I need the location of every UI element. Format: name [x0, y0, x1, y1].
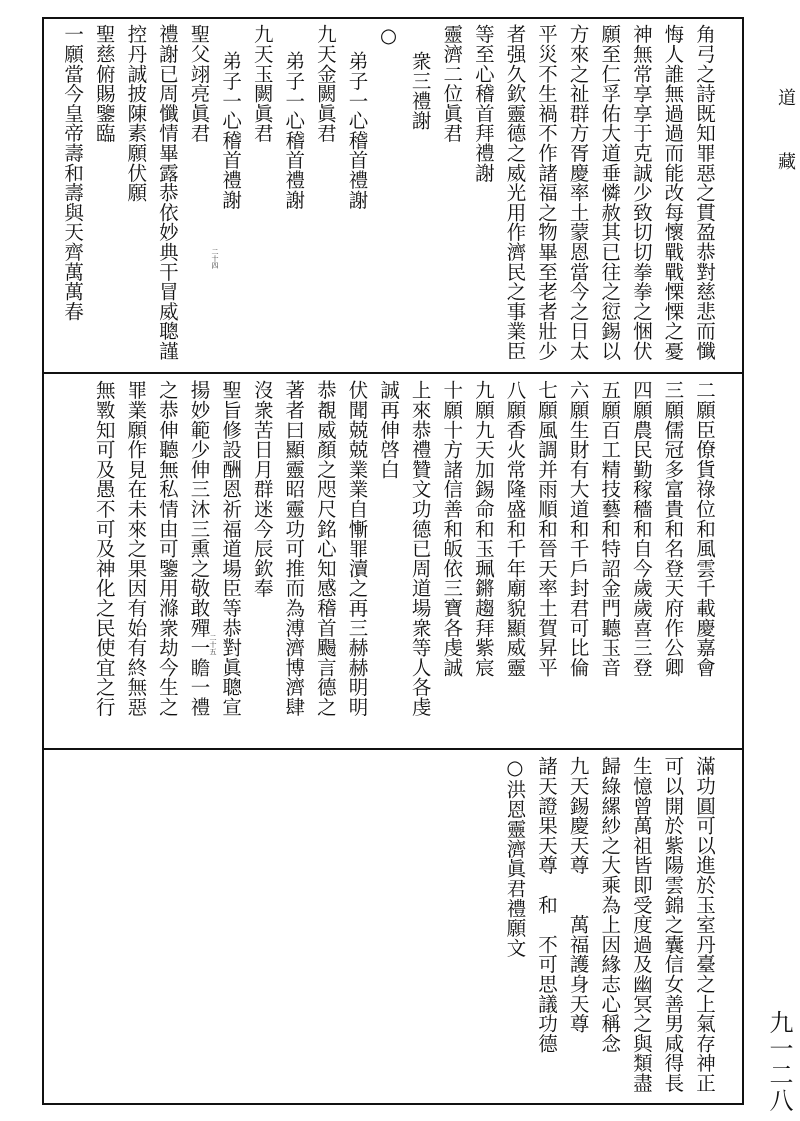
text-column: 十願十方諸信善和皈依三寶各虔誠: [440, 380, 464, 677]
text-column: 靈濟二位眞君: [440, 24, 464, 143]
text-column: 恭覩威顏之咫尺銘心知感稽首颺言德之: [313, 380, 337, 717]
text-column: 平災不生禍不作諸福之物畢至老者壯少: [535, 24, 559, 361]
text-section-bottom: [50, 756, 720, 1101]
text-column: 弟子一心稽首禮謝: [219, 51, 243, 210]
text-column: 一願當今皇帝壽和壽與天齊萬萬春: [61, 24, 85, 321]
text-column: 歸綠縲紗之大乘為上因緣志心稱念: [598, 756, 622, 1053]
text-column: 方來之祉群方胥慶率土蒙恩當今之日太: [566, 24, 590, 361]
text-column: 弟子一心稽首禮謝: [345, 51, 369, 210]
text-column: 弟子一心稽首禮謝: [282, 51, 306, 210]
text-column: 揚妙範少伸三沐三熏之敬敢殫一瞻一禮: [187, 380, 211, 717]
text-column: 罪業願作見在未來之果因有始有終無惡: [124, 380, 148, 717]
text-column: 九天錫慶天尊 萬福護身天尊: [566, 756, 590, 1034]
folio-middle: 二十五: [209, 634, 217, 655]
page-number: 九一二八: [765, 1010, 793, 1114]
text-column: 九願九天加錫命和玉珮鏘趨拜紫宸: [471, 380, 495, 677]
text-column: 之恭伸聽無私情由可鑒用滌衆劫今生之: [155, 380, 179, 717]
text-column: 聖旨修設酬恩祈福道場臣等恭對眞聰宣: [219, 380, 243, 717]
collection-mark-zang: 藏: [775, 152, 796, 174]
text-column: 無斁知可及愚不可及神化之民使宜之行: [92, 380, 116, 717]
text-column: 可以開於紫陽雲錦之囊信女善男咸得長: [661, 756, 685, 1093]
text-column: 聖父翊亮眞君: [187, 24, 211, 143]
text-column: 三願儒冠多富貴和名登天府作公卿: [661, 380, 685, 677]
text-section-middle: [50, 380, 720, 744]
text-column: 諸天證果天尊 和 不可思議功德: [535, 756, 559, 1053]
text-column: 四願農民勤稼穡和自今歲歲喜三登: [629, 380, 653, 677]
text-column: 伏聞兢兢業業自慚罪瀆之再三赫赫明明: [345, 380, 369, 717]
text-column: 滿功圓可以進於玉室丹臺之上氣存神正: [693, 756, 716, 1093]
text-column: 衆三禮謝: [408, 51, 432, 131]
text-column: 願至仁孚佑大道垂憐赦其已往之愆錫以: [598, 24, 622, 361]
text-column: ○洪恩靈濟眞君禮願文: [503, 756, 527, 958]
text-column: 神無常享享于克誠少致切切拳拳之悃伏: [629, 24, 653, 361]
text-column: 角弓之詩既知罪惡之貫盈恭對慈悲而懺: [693, 24, 716, 361]
section-divider-top: [42, 372, 744, 374]
text-column: 悔人誰無過過而能改每懷戰戰慄慄之憂: [661, 24, 685, 361]
text-column: 九天玉闕眞君: [250, 24, 274, 143]
text-column: 六願生財有大道和千戶封君可比倫: [566, 380, 590, 677]
collection-mark-dao: 道: [775, 88, 796, 110]
section-divider-bottom: [42, 748, 744, 750]
text-column: 禮謝已周懺情畢露恭依妙典干冒威聰謹: [155, 24, 179, 361]
text-column: 八願香火常隆盛和千年廟貌顯威靈: [503, 380, 527, 677]
text-column: 生憶曾萬祖皆即受度過及幽冥之與類盡: [629, 756, 653, 1093]
text-section-top: [50, 24, 720, 368]
text-column: ○: [377, 24, 401, 48]
text-column: 上來恭禮贊文功德已周道場衆等人各虔: [408, 380, 432, 717]
text-column: 誠再伸啓白: [377, 380, 401, 479]
text-column: 沒衆苦日月群迷今辰欽奉: [250, 380, 274, 598]
text-column: 聖慈俯賜鑒臨: [92, 24, 116, 143]
text-column: 五願百工精技藝和特詔金門聽玉音: [598, 380, 622, 677]
text-column: 二願臣僚貨祿位和風雲千載慶嘉會: [693, 380, 716, 677]
text-column: 控丹誠披陳素願伏願: [124, 24, 148, 203]
text-column: 著者曰顯靈昭靈功可推而為溥濟博濟肆: [282, 380, 306, 717]
text-column: 者强久欽靈德之威光用作濟民之事業臣: [503, 24, 527, 361]
text-column: 九天金闕眞君: [313, 24, 337, 143]
folio-top: 二十四: [211, 248, 219, 269]
text-column: 七願風調并雨順和晉天率土賀昇平: [535, 380, 559, 677]
text-column: 等至心稽首拜禮謝: [471, 24, 495, 183]
